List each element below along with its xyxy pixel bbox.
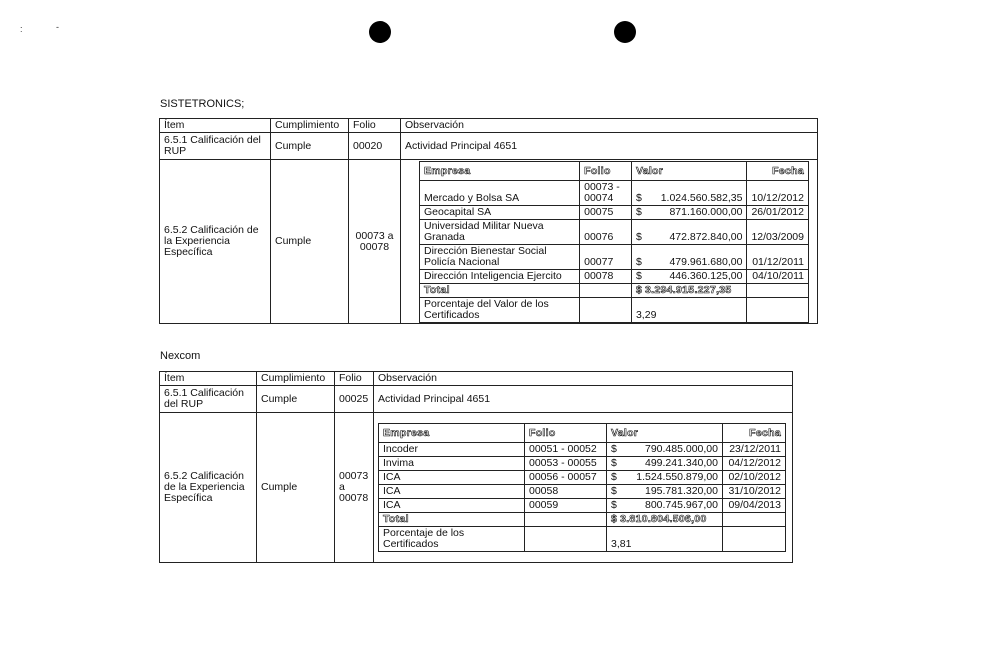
rup-item: 6.5.1 Calificación del RUP	[160, 386, 257, 413]
percent-value: 3,29	[631, 298, 746, 323]
rup-cumplimiento: Cumple	[271, 133, 349, 160]
percent-value: 3,81	[607, 527, 723, 552]
inner-header-empresa: Empresa	[379, 424, 525, 443]
table-row: Incoder 00051 - 00052 $ 790.485.000,00 23/12/2011	[379, 443, 786, 457]
inner-header-fecha: Fecha	[723, 424, 786, 443]
rup-row	[160, 133, 818, 160]
table-header-row	[160, 372, 793, 386]
rup-row	[160, 386, 793, 413]
table-row: Dirección Bienestar Social Policía Nacional 00077 $ 479.961.680,00 01/12/2011	[420, 245, 809, 270]
table-row: ICA 00059 $ 800.745.967,00 09/04/2013	[379, 499, 786, 513]
inner-header-valor: Valor	[631, 162, 746, 181]
exp-folio: 00073 a 00078	[335, 413, 374, 563]
exp-cumplimiento: Cumple	[257, 413, 335, 563]
rup-item: 6.5.1 Calificación del RUP	[160, 133, 271, 160]
certificates-table	[378, 423, 786, 552]
rup-cumplimiento: Cumple	[257, 386, 335, 413]
header-item: Ítem	[160, 372, 257, 386]
punch-hole-right	[614, 21, 636, 43]
header-observacion: Observación	[401, 119, 818, 133]
percent-label: Porcentaje del Valor de los Certificados	[420, 298, 580, 323]
inner-header-valor: Valor	[607, 424, 723, 443]
exp-cumplimiento: Cumple	[271, 160, 349, 324]
total-row: Total $ 3.294.915.227,35	[420, 284, 809, 298]
table-row: ICA 00056 - 00057 $ 1.524.550.879,00 02/10/2012	[379, 471, 786, 485]
inner-header-row	[420, 162, 809, 181]
header-folio: Folio	[349, 119, 401, 133]
rup-folio: 00025	[335, 386, 374, 413]
rup-folio: 00020	[349, 133, 401, 160]
scan-speck: -	[56, 22, 59, 32]
table-row: Universidad Militar Nueva Granada 00076 $ 472.872.840,00 12/03/2009	[420, 220, 809, 245]
total-label: Total	[420, 284, 580, 298]
inner-header-fecha: Fecha	[747, 162, 809, 181]
header-cumplimiento: Cumplimiento	[257, 372, 335, 386]
header-item: Ítem	[160, 119, 271, 133]
header-observacion: Observación	[374, 372, 793, 386]
inner-header-row	[379, 424, 786, 443]
company-heading: SISTETRONICS;	[160, 98, 245, 110]
header-cumplimiento: Cumplimiento	[271, 119, 349, 133]
exp-item: 6.5.2 Calificación de la Experiencia Específica	[160, 160, 271, 324]
rup-observacion: Actividad Principal 4651	[401, 133, 818, 160]
total-label: Total	[379, 513, 525, 527]
certificates-table	[419, 161, 809, 323]
scan-speck: :	[20, 24, 23, 34]
inner-header-folio: Folio	[580, 162, 632, 181]
inner-header-folio: Folio	[525, 424, 607, 443]
table-row: ICA 00058 $ 195.781.320,00 31/10/2012	[379, 485, 786, 499]
experience-row	[160, 160, 818, 324]
punch-hole-left	[369, 21, 391, 43]
header-folio: Folio	[335, 372, 374, 386]
percent-label: Porcentaje de los Certificados	[379, 527, 525, 552]
inner-header-empresa: Empresa	[420, 162, 580, 181]
rup-observacion: Actividad Principal 4651	[374, 386, 793, 413]
evaluation-table	[159, 118, 818, 324]
total-value: 3.810.804.506,00	[620, 513, 707, 525]
table-header-row	[160, 119, 818, 133]
table-row: Geocapital SA 00075 $ 871.160.000,00 26/01/2012	[420, 206, 809, 220]
company-heading: Nexcom	[160, 350, 201, 362]
table-row: Invima 00053 - 00055 $ 499.241.340,00 04/12/2012	[379, 457, 786, 471]
total-value: 3.294.915.227,35	[645, 284, 732, 296]
evaluation-table	[159, 371, 793, 563]
exp-item: 6.5.2 Calificación de la Experiencia Específica	[160, 413, 257, 563]
table-row: Mercado y Bolsa SA 00073 - 00074 $ 1.024.560.582,35 10/12/2012	[420, 181, 809, 206]
total-row: Total $ 3.810.804.506,00	[379, 513, 786, 527]
percent-row	[420, 298, 809, 323]
percent-row	[379, 527, 786, 552]
table-row: Dirección Inteligencia Ejercito 00078 $ 446.360.125,00 04/10/2011	[420, 270, 809, 284]
exp-folio: 00073 a 00078	[349, 160, 401, 324]
experience-row	[160, 413, 793, 563]
